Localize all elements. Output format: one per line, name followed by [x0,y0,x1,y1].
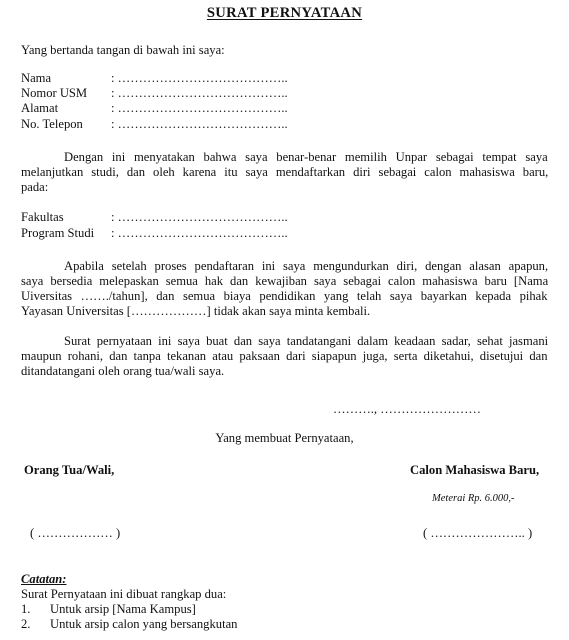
field-label-faculty: Fakultas [21,210,64,224]
field-label-address: Alamat [21,101,59,115]
field-label-name: Nama [21,71,52,85]
intro-text: Yang bertanda tangan di bawah ini saya: [21,43,225,57]
meterai-stamp-note: Meterai Rp. 6.000,- [432,493,515,504]
guardian-title: Orang Tua/Wali, [24,463,115,477]
notes-item-text: Untuk arsip calon yang bersangkutan [50,617,238,631]
paragraph1-line3: pada: [21,180,49,194]
field-blank-study-program: : ………………………………….. [111,226,288,240]
applicant-title: Calon Mahasiswa Baru, [410,463,540,477]
closing-text: Yang membuat Pernyataan, [215,431,354,445]
paragraph3-line1: Surat pernyataan ini saya buat dan saya tandatangani dalam keadaan sadar, sehat jasmani [64,334,549,348]
field-blank-usm-number: : ………………………………….. [111,86,288,100]
field-blank-faculty: : ………………………………….. [111,210,288,224]
field-label-phone: No. Telepon [21,117,83,131]
field-label-usm-number: Nomor USM [21,86,88,100]
letter-title: SURAT PERNYATAAN [206,5,363,21]
paragraph3-line3: ditandatangani oleh orang tua/wali saya. [21,364,225,378]
notes-item-text: Untuk arsip [Nama Kampus] [50,602,196,616]
notes-intro: Surat Pernyataan ini dibuat rangkap dua: [21,587,227,601]
field-blank-address: : ………………………………….. [111,101,288,115]
paragraph2-line1: Apabila setelah proses pendaftaran ini saya mengundurkan diri, dengan alasan apapun, [64,259,549,273]
place-date-blank: ………., …………………… [333,402,481,416]
paragraph2-line3: Uiversitas ……./tahun], dan semua biaya pendidikan yang telah saya bayarkan kepada pihak [21,289,548,303]
paragraph3-line2: maupun rohani, dan tanpa tekanan atau paksaan dari siapapun juga, serta diketahui, disetujui dan [21,349,548,363]
paragraph1-line2: melanjutkan studi, dan oleh karena itu saya mendaftarkan diri sebagai calon mahasiswa baru, [21,165,549,179]
notes-item-number: 2. [21,617,31,631]
notes-item-number: 1. [21,602,31,616]
field-label-study-program: Program Studi [21,226,95,240]
guardian-signature-blank: ( ……………… ) [30,526,121,540]
paragraph1-line1: Dengan ini menyatakan bahwa saya benar-benar memilih Unpar sebagai tempat saya [64,150,548,164]
paragraph2-line2: saya bersedia melepaskan semua hak dan kewajiban saya sebagai calon mahasiswa baru [Nama [21,274,549,288]
applicant-signature-blank: ( ………………….. ) [423,526,533,540]
notes-heading: Catatan: [21,572,67,586]
paragraph2-line4: Yayasan Universitas [………………] tidak akan saya minta kembali. [21,304,371,318]
field-blank-name: : ………………………………….. [111,71,288,85]
field-blank-phone: : ………………………………….. [111,117,288,131]
